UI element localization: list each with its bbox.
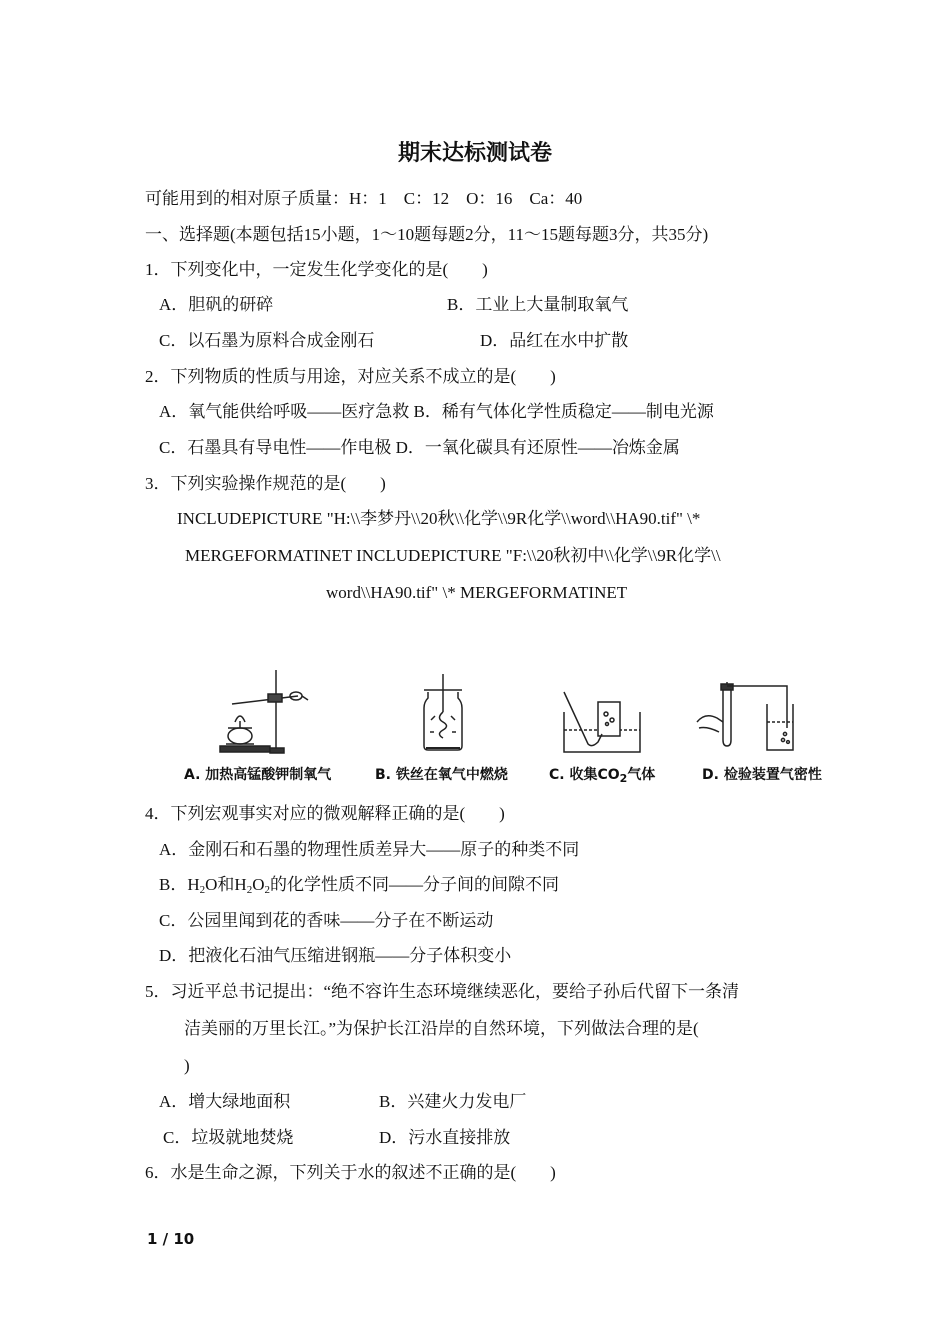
q6-stem: 6．水是生命之源，下列关于水的叙述不正确的是( ) <box>145 1163 556 1182</box>
q2-stem: 2．下列物质的性质与用途，对应关系不成立的是( ) <box>145 367 556 386</box>
figure-b-caption: B. 铁丝在氧气中燃烧 <box>375 767 508 783</box>
q3-field-code-3: word\\HA90.tif" \* MERGEFORMATINET <box>326 583 628 602</box>
q3-field-code-2: MERGEFORMATINET INCLUDEPICTURE "F:\\20秋初中\\化学\\9R化学\\ <box>185 546 721 565</box>
q5-stem-line3: ) <box>184 1056 190 1075</box>
figure-c-caption: C. 收集$CO_2$气体 <box>549 767 656 785</box>
figure-d-caption: D. 检验装置气密性 <box>702 767 822 783</box>
q5-option-d: D．污水直接排放 <box>379 1128 511 1147</box>
q4-stem: 4．下列宏观事实对应的微观解释正确的是( ) <box>145 804 505 823</box>
q2-options-ab: A．氧气能供给呼吸——医疗急救 B．稀有气体化学性质稳定——制电光源 <box>159 402 714 421</box>
figure-c-collecting-co2 <box>562 690 642 754</box>
figure-a-heating-apparatus <box>218 666 310 756</box>
figure-a-caption: A. 加热高锰酸钾制氧气 <box>184 767 332 783</box>
page-number: 1 / 10 <box>147 1230 195 1248</box>
q1-option-c: C．以石墨为原料合成金刚石 <box>159 331 375 350</box>
q3-stem: 3．下列实验操作规范的是( ) <box>145 474 386 493</box>
q3-field-code-1: INCLUDEPICTURE "H:\\李梦丹\\20秋\\化学\\9R化学\\word\\HA90.tif" \* <box>177 509 701 528</box>
q4-option-d: D．把液化石油气压缩进钢瓶——分子体积变小 <box>159 946 512 965</box>
figure-d-airtightness-check <box>695 682 795 754</box>
atomic-mass-line: 可能用到的相对原子质量：H：1 C：12 O：16 Ca：40 <box>145 189 583 208</box>
section-heading: 一、选择题(本题包括15小题，1～10题每题2分，11～15题每题3分，共35分) <box>145 225 709 244</box>
q1-option-a: A．胆矾的研碎 <box>159 295 274 314</box>
figure-b-iron-wire-bottle <box>418 672 468 754</box>
q5-option-a: A．增大绿地面积 <box>159 1092 291 1111</box>
page-title: 期末达标测试卷 <box>397 141 552 166</box>
q1-option-d: D．品红在水中扩散 <box>480 331 629 350</box>
q5-option-b: B．兴建火力发电厂 <box>379 1092 527 1111</box>
q5-stem-line2: 洁美丽的万里长江。”为保护长江沿岸的自然环境，下列做法合理的是( <box>184 1019 699 1038</box>
q5-stem-line1: 5．习近平总书记提出：“绝不容许生态环境继续恶化，要给子孙后代留下一条清 <box>145 982 740 1001</box>
q4-option-b: B．$H_2O$和$H_2O_2$的化学性质不同——分子间的间隙不同 <box>159 875 559 896</box>
q4-option-c: C．公园里闻到花的香味——分子在不断运动 <box>159 911 494 930</box>
q2-options-cd: C．石墨具有导电性——作电极 D．一氧化碳具有还原性——冶炼金属 <box>159 438 680 457</box>
q1-option-b: B．工业上大量制取氧气 <box>447 295 629 314</box>
q5-option-c: C．垃圾就地焚烧 <box>163 1128 294 1147</box>
q1-stem: 1．下列变化中，一定发生化学变化的是( ) <box>145 260 488 279</box>
q4-option-a: A．金刚石和石墨的物理性质差异大——原子的种类不同 <box>159 840 580 859</box>
